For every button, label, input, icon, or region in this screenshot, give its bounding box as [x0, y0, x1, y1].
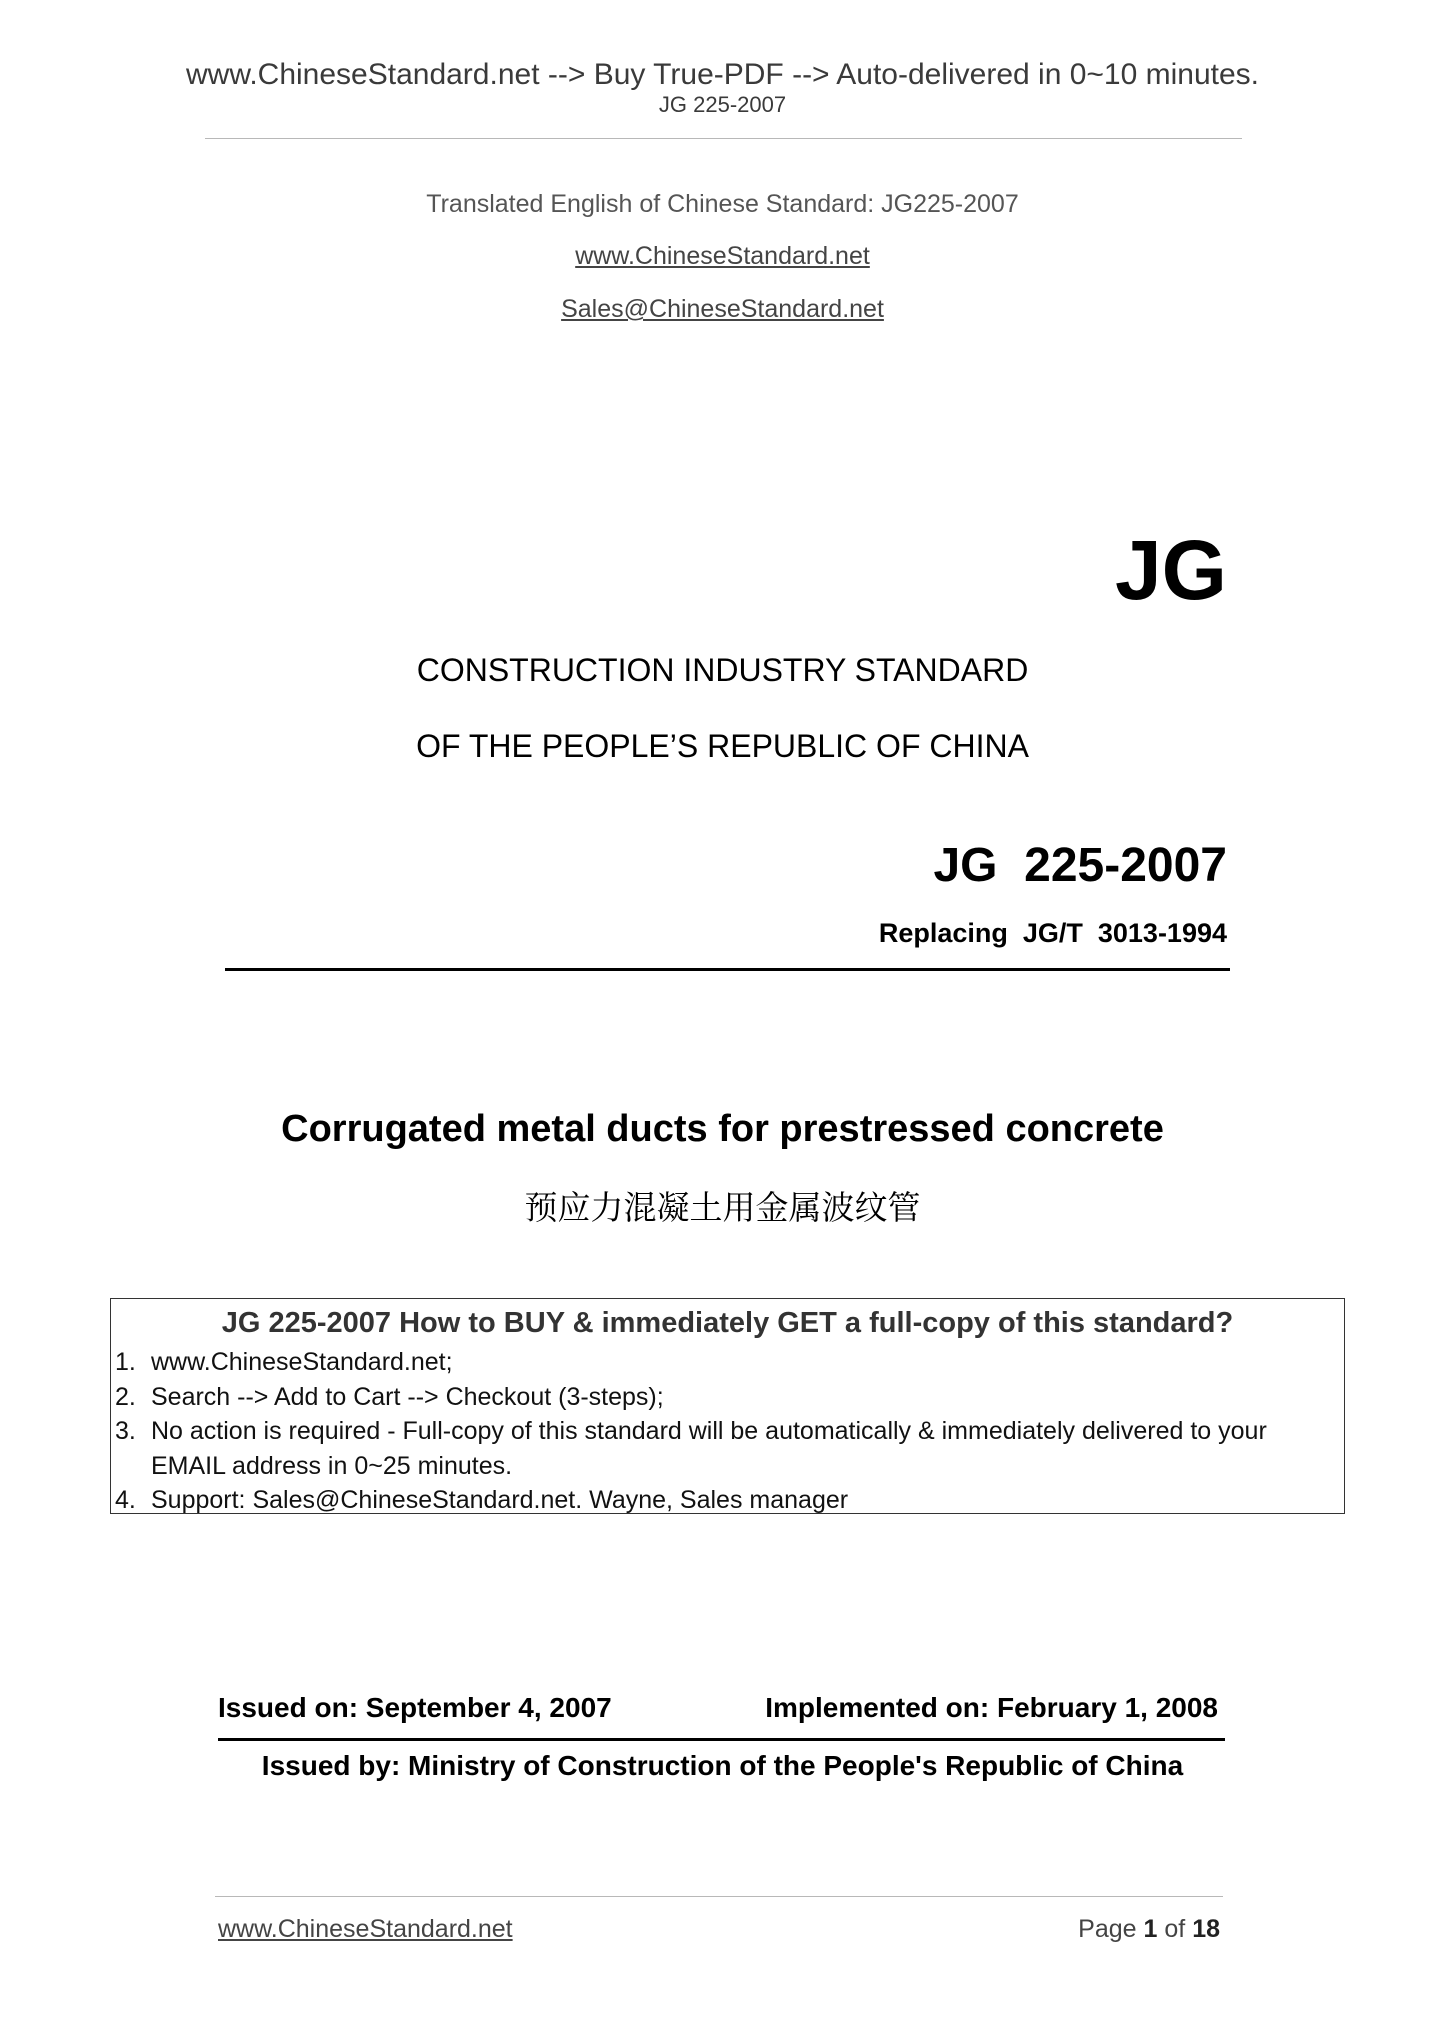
- english-title: Corrugated metal ducts for prestressed concrete: [281, 1108, 1164, 1150]
- list-item-text[interactable]: www.ChineseStandard.net;: [151, 1348, 453, 1376]
- header-banner: www.ChineseStandard.net --> Buy True-PDF --> Auto-delivered in 0~10 minutes.: [185, 58, 1260, 91]
- industry-line-2: OF THE PEOPLE’S REPUBLIC OF CHINA: [416, 728, 1029, 764]
- issuing-authority: Issued by: Ministry of Construction of the People's Republic of China: [261, 1750, 1184, 1781]
- page-current: 1: [1143, 1915, 1158, 1943]
- purchase-box-title: JG 225-2007 How to BUY & immediately GET a full-copy of this standard?: [221, 1307, 1234, 1339]
- title-divider: [225, 968, 1230, 971]
- issue-divider: [218, 1738, 1225, 1741]
- page-of: of: [1164, 1915, 1186, 1943]
- website-link-row: [0, 242, 1445, 271]
- list-item-number: 4.: [115, 1486, 136, 1514]
- email-link-row: [0, 295, 1445, 324]
- list-item-number: 3.: [115, 1417, 136, 1445]
- issued-on-date: Issued on: September 4, 2007: [218, 1692, 612, 1723]
- page-total: 18: [1192, 1915, 1220, 1943]
- website-link[interactable]: www.ChineseStandard.net: [575, 242, 870, 270]
- page-label: Page: [1078, 1915, 1137, 1943]
- purchase-info-box: [110, 1298, 1345, 1514]
- footer-divider: [215, 1896, 1223, 1897]
- chinese-title: 预应力混凝土用金属波纹管: [524, 1188, 921, 1227]
- header-divider: [205, 138, 1242, 139]
- translated-notice: Translated English of Chinese Standard: JG225-2007: [426, 190, 1019, 218]
- list-item-text: Search --> Add to Cart --> Checkout (3-steps);: [151, 1382, 664, 1411]
- list-item-text: Support: Sales@ChineseStandard.net. Wayne, Sales manager: [151, 1486, 849, 1514]
- list-item: [115, 1414, 1334, 1483]
- list-item: [115, 1345, 1334, 1380]
- email-link[interactable]: Sales@ChineseStandard.net: [561, 295, 884, 323]
- implemented-on-date: Implemented on: February 1, 2008: [765, 1692, 1218, 1723]
- list-item: [115, 1380, 1334, 1415]
- list-item: [115, 1483, 1334, 1518]
- header-standard-code: JG 225-2007: [658, 92, 787, 117]
- industry-line-1: CONSTRUCTION INDUSTRY STANDARD: [416, 652, 1029, 688]
- standard-abbreviation: JG: [1114, 523, 1227, 617]
- standard-number: JG 225-2007: [933, 839, 1227, 892]
- list-item-text: No action is required - Full-copy of this standard will be automatically & immediately delivered to your EMAIL address in 0~25 minutes.: [151, 1417, 1267, 1480]
- list-item-number: 1.: [115, 1348, 136, 1376]
- list-item-number: 2.: [115, 1382, 136, 1411]
- purchase-steps-list: [115, 1345, 1334, 1518]
- page-indicator: [1078, 1915, 1220, 1944]
- footer-website-link[interactable]: www.ChineseStandard.net: [218, 1915, 513, 1943]
- replacing-note: Replacing JG/T 3013-1994: [878, 918, 1227, 948]
